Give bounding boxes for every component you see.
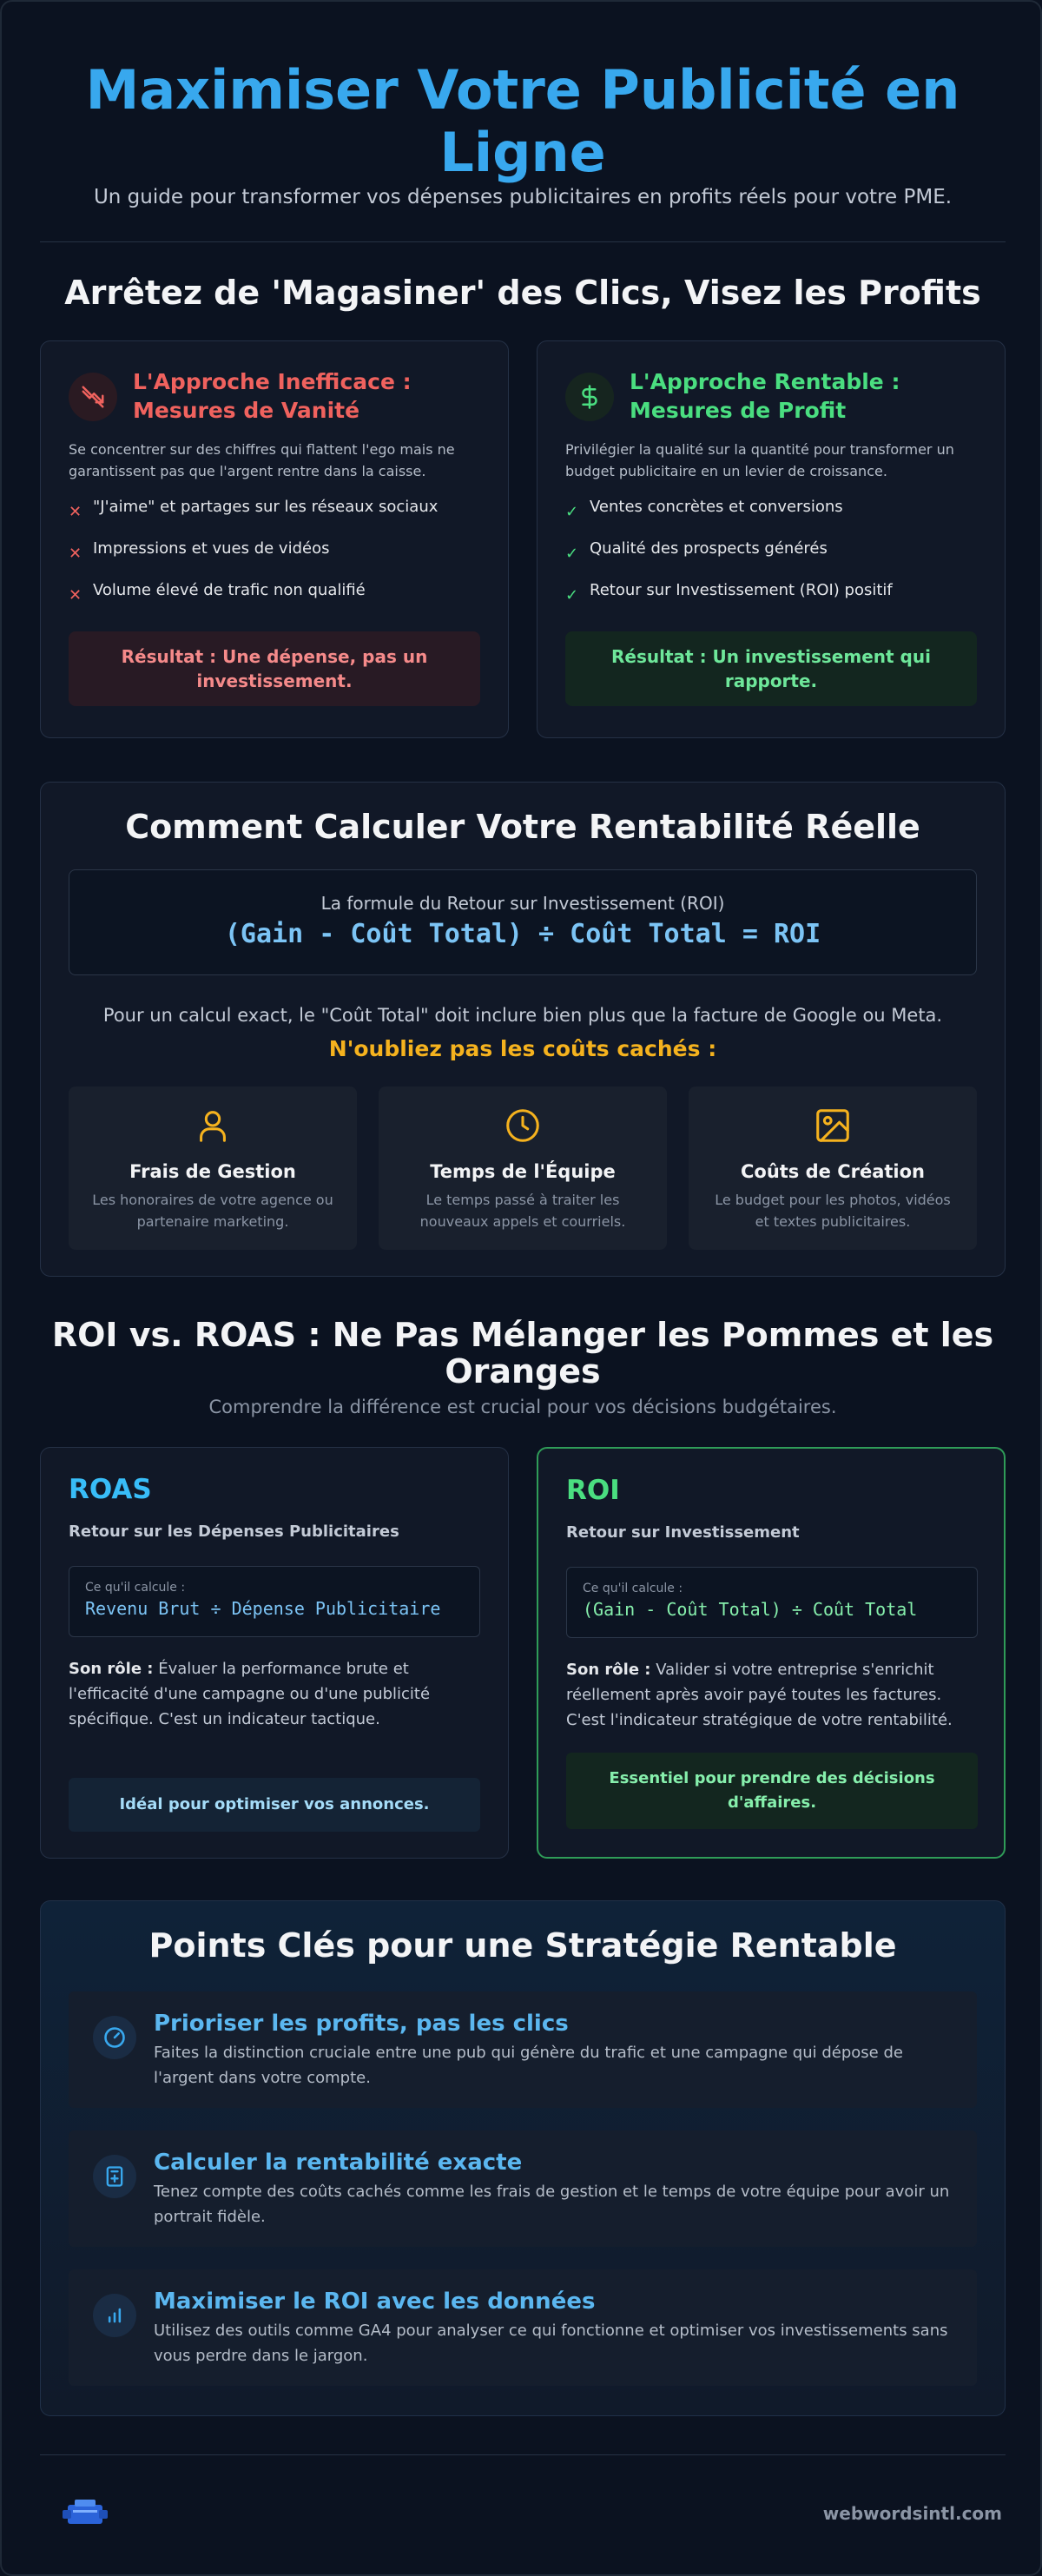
key-point-title: Maximiser le ROI avec les données: [154, 2289, 596, 2315]
cross-icon: ✕: [69, 503, 82, 521]
list-item: ✕ "J'aime" et partages sur les réseaux sociaux: [69, 498, 439, 521]
key-point-item: [69, 1991, 977, 2108]
page-title: Maximiser Votre Publicité en Ligne: [85, 58, 960, 184]
section-title-roi-vs-roas: ROI vs. ROAS : Ne Pas Mélanger les Pommes et les Oranges: [51, 1316, 994, 1390]
result-badge: Résultat : Une dépense, pas un investissement.: [69, 631, 480, 706]
cross-icon: ✕: [69, 545, 82, 563]
hidden-costs-title: N'oubliez pas les coûts cachés :: [328, 1036, 717, 1061]
vanity-list: [69, 498, 494, 623]
check-icon: ✓: [565, 503, 579, 521]
roi-role: Son rôle : Valider si votre entreprise s'enrichit réellement après avoir payé toutes les factures. C'est l'indicateur stratégique de votre rentabilité.: [566, 1661, 953, 1729]
key-point-description: Utilisez des outils comme GA4 pour analyser ce qui fonctionne et optimiser vos investissements sans vous perdre dans le jargon.: [154, 2322, 948, 2365]
roas-subtitle: Retour sur les Dépenses Publicitaires: [69, 1522, 399, 1541]
roas-calc-box: Ce qu'il calcule : Revenu Brut ÷ Dépense Publicitaire: [69, 1566, 480, 1637]
key-point-title: Calculer la rentabilité exacte: [154, 2150, 523, 2176]
check-icon: ✓: [565, 586, 579, 604]
cost-card-creation: [689, 1087, 977, 1250]
result-badge: Résultat : Un investissement qui rapporte.: [565, 631, 977, 706]
list-item: ✕ Impressions et vues de vidéos: [69, 539, 330, 563]
roi-footer: Essentiel pour prendre des décisions d'affaires.: [566, 1753, 978, 1829]
gauge-icon: [93, 2016, 136, 2059]
page-subtitle: Un guide pour transformer vos dépenses publicitaires en profits réels pour votre PME.: [93, 186, 953, 208]
list-item: ✕ Volume élevé de trafic non qualifié: [69, 581, 366, 604]
section-title-roi-calc: Comment Calculer Votre Rentabilité Réelle: [125, 808, 920, 846]
cross-icon: ✕: [69, 586, 82, 604]
webwords-logo[interactable]: [61, 2496, 109, 2527]
card-description: Se concentrer sur des chiffres qui flattent l'ego mais ne garantissent pas que l'argent rentre dans la caisse.: [69, 441, 455, 479]
cost-description: Le temps passé à traiter les nouveaux appels et courriels.: [419, 1192, 626, 1230]
trend-down-icon: [69, 373, 117, 421]
image-icon: [689, 1106, 977, 1149]
key-point-title: Prioriser les profits, pas les clics: [154, 2011, 569, 2037]
website-link[interactable]: webwordsintl.com: [822, 2503, 1002, 2524]
card-roas: [40, 1447, 509, 1859]
roi-title: ROI: [566, 1475, 620, 1506]
profit-list: [565, 498, 991, 623]
formula-label: La formule du Retour sur Investissement (ROI): [320, 893, 725, 914]
roas-role: Son rôle : Évaluer la performance brute et l'efficacité d'une campagne ou d'une publicité spécifique. C'est un indicateur tactique.: [69, 1660, 431, 1728]
roi-formula: (Gain - Coût Total) ÷ Coût Total = ROI: [224, 919, 821, 949]
list-item: ✓ Qualité des prospects générés: [565, 539, 828, 563]
card-vanity-metrics: [40, 340, 509, 738]
card-roi: [537, 1447, 1006, 1859]
card-profit-metrics: [537, 340, 1006, 738]
section-title-vanity-vs-profit: Arrêtez de 'Magasiner' des Clics, Visez les Profits: [64, 274, 981, 312]
card-description: Privilégier la qualité sur la quantité pour transformer un budget publicitaire en un levier de croissance.: [565, 441, 954, 479]
cost-card-team-time: [379, 1087, 667, 1250]
list-item: ✓ Retour sur Investissement (ROI) positif: [565, 581, 893, 604]
card-title: L'Approche Rentable : Mesures de Profit: [630, 369, 900, 423]
cost-card-management: [69, 1087, 357, 1250]
roas-title: ROAS: [69, 1474, 152, 1505]
key-point-item: [69, 2269, 977, 2386]
user-icon: [69, 1106, 357, 1149]
cost-title: Frais de Gestion: [129, 1161, 296, 1182]
clock-icon: [379, 1106, 667, 1149]
cost-title: Coûts de Création: [740, 1161, 926, 1182]
calc-note: Pour un calcul exact, le "Coût Total" doit inclure bien plus que la facture de Google ou Meta.: [102, 1005, 943, 1026]
key-point-description: Tenez compte des coûts cachés comme les frais de gestion et le temps de votre équipe pour avoir un portrait fidèle.: [154, 2183, 950, 2226]
cost-title: Temps de l'Équipe: [430, 1161, 616, 1182]
roas-footer: Idéal pour optimiser vos annonces.: [69, 1778, 480, 1832]
list-item: ✓ Ventes concrètes et conversions: [565, 498, 843, 521]
formula-box: [69, 869, 977, 975]
roi-formula: (Gain - Coût Total) ÷ Coût Total: [583, 1599, 918, 1620]
check-icon: ✓: [565, 545, 579, 563]
key-points-card: [40, 1900, 1006, 2416]
key-point-description: Faites la distinction cruciale entre une pub qui génère du trafic et une campagne qui dépose de l'argent dans votre compte.: [154, 2044, 903, 2087]
section-subtitle: Comprendre la différence est crucial pour vos décisions budgétaires.: [208, 1397, 837, 1417]
roas-formula: Revenu Brut ÷ Dépense Publicitaire: [85, 1598, 441, 1619]
cost-description: Les honoraires de votre agence ou partenaire marketing.: [92, 1192, 333, 1230]
footer-divider: [40, 2454, 1006, 2455]
roi-calculation-card: [40, 782, 1006, 1277]
cost-description: Le budget pour les photos, vidéos et textes publicitaires.: [715, 1192, 951, 1230]
roi-subtitle: Retour sur Investissement: [566, 1523, 800, 1542]
key-point-item: [69, 2130, 977, 2247]
dollar-icon: [565, 373, 614, 421]
bar-chart-icon: [93, 2294, 136, 2337]
roi-calc-box: Ce qu'il calcule : (Gain - Coût Total) ÷ Coût Total: [566, 1567, 978, 1638]
calculator-icon: [93, 2155, 136, 2198]
card-title: L'Approche Inefficace : Mesures de Vanité: [133, 369, 412, 423]
divider: [40, 241, 1006, 242]
section-title-key-points: Points Clés pour une Stratégie Rentable: [148, 1926, 897, 1965]
